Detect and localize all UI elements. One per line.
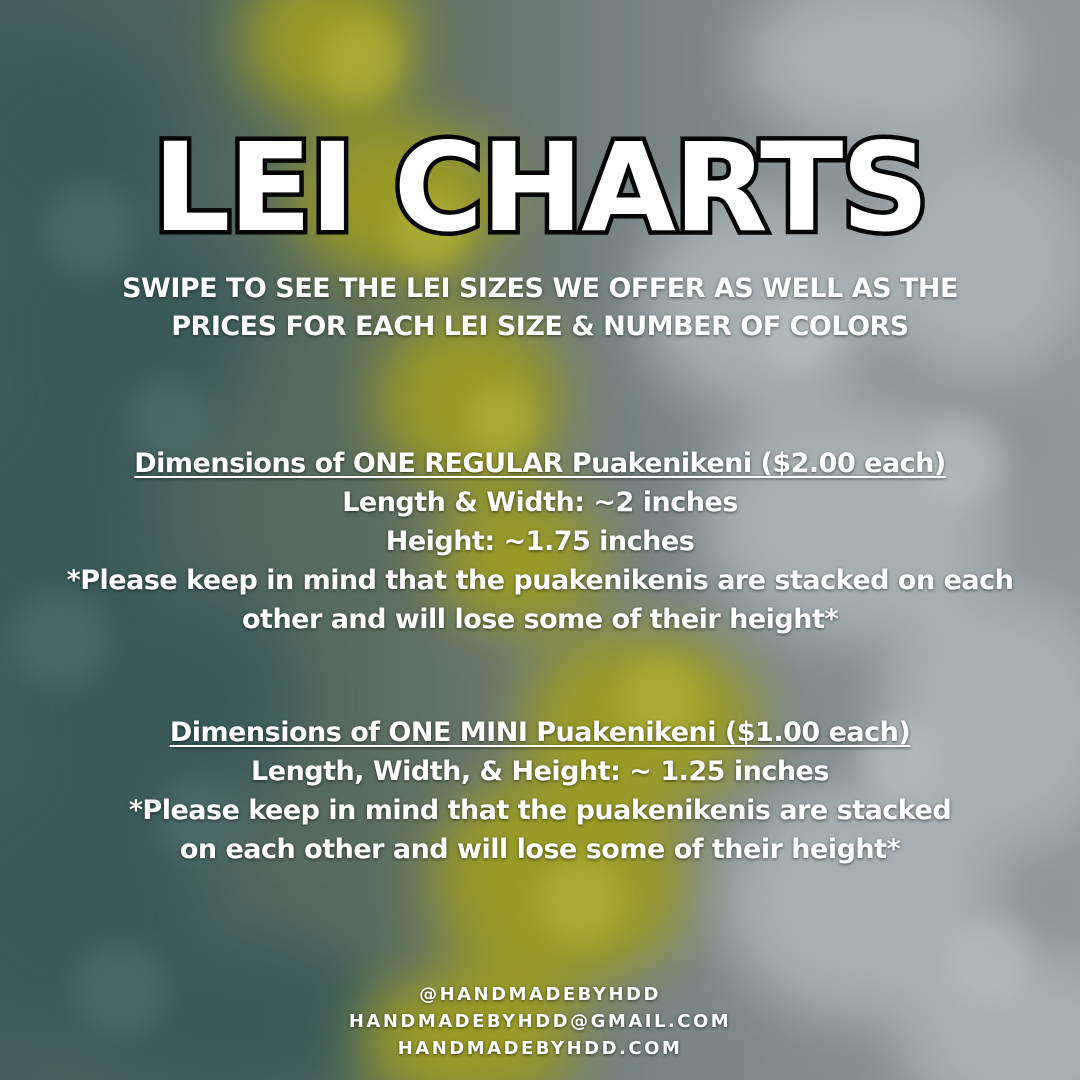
regular-note: *Please keep in mind that the puakenikenis are stacked on each other and will lose some of their height* <box>66 565 1014 635</box>
page-title: LEI CHARTS <box>152 117 928 259</box>
contact-footer <box>0 981 1080 1062</box>
email-address: HANDMADEBYHDD@GMAIL.COM <box>348 1011 732 1032</box>
regular-length-width: Length & Width: ~2 inches <box>342 487 738 518</box>
subtitle-instructions: SWIPE TO SEE THE LEI SIZES WE OFFER AS WELL AS THE PRICES FOR EACH LEI SIZE & NUMBER OF COLORS <box>122 273 958 342</box>
mini-note: *Please keep in mind that the puakenikenis are stacked on each other and will lose some of their height* <box>128 795 952 865</box>
mini-heading: Dimensions of ONE MINI Puakenikeni ($1.00 each) <box>169 717 911 748</box>
instagram-handle: @HANDMADEBYHDD <box>419 984 661 1005</box>
website-url: HANDMADEBYHDD.COM <box>397 1038 683 1059</box>
mini-dimensions: Length, Width, & Height: ~ 1.25 inches <box>251 756 829 787</box>
regular-puakenikeni-section <box>60 444 1020 639</box>
regular-heading: Dimensions of ONE REGULAR Puakenikeni ($2.00 each) <box>134 448 946 479</box>
mini-puakenikeni-section <box>110 713 970 869</box>
regular-height: Height: ~1.75 inches <box>385 526 695 557</box>
